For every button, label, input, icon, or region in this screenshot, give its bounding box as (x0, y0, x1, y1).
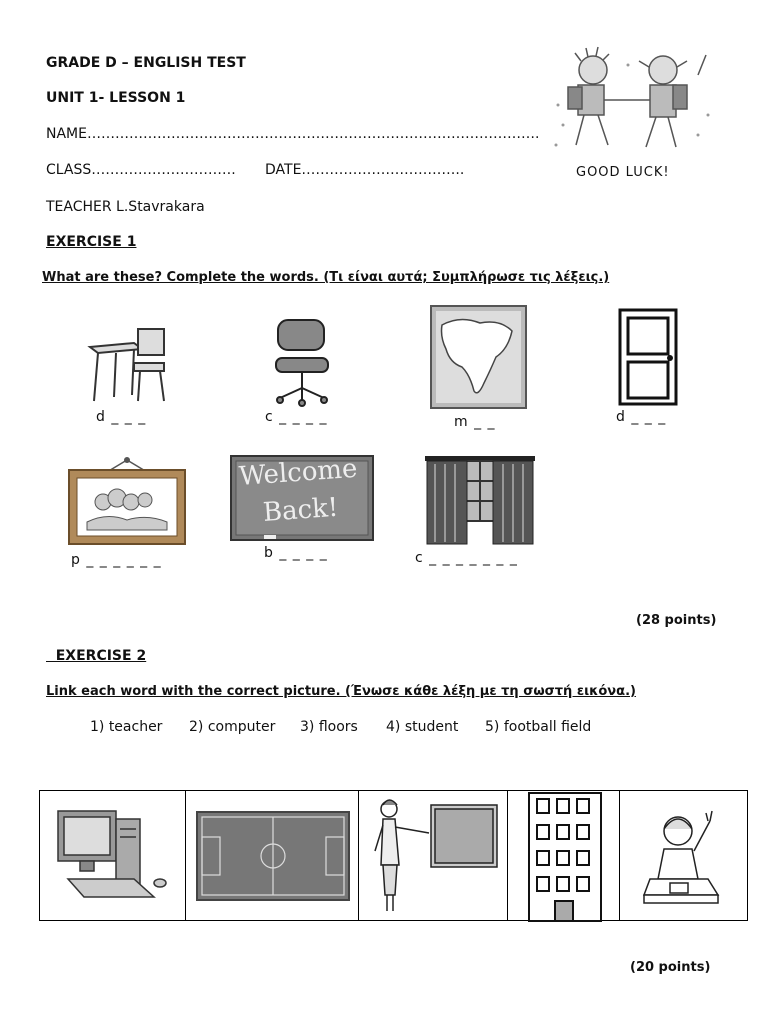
test-title: GRADE D – ENGLISH TEST (46, 55, 246, 71)
word-student[interactable]: 4) student (386, 719, 459, 735)
board-text-welcome: Welcome (238, 453, 359, 492)
teacher-name: TEACHER L.Stavrakara (46, 199, 205, 215)
map-icon (430, 305, 527, 409)
picture-cell-teacher[interactable] (358, 790, 508, 921)
curtains-word-blank[interactable]: c _ _ _ _ _ _ _ (415, 550, 518, 566)
exercise-1-instruction: What are these? Complete the words. (Τι είναι αυτά; Συμπλήρωσε τις λέξεις.) (42, 270, 610, 285)
computer-icon (54, 807, 174, 907)
board-word-blank[interactable]: b _ _ _ _ (264, 545, 328, 561)
picture-word-blank[interactable]: p _ _ _ _ _ _ (71, 552, 162, 568)
class-field-label: CLASS…………………………. (46, 162, 236, 178)
word-football-field[interactable]: 5) football field (485, 719, 592, 735)
exercise-2-points: (20 points) (630, 960, 711, 975)
kids-walking-icon (548, 45, 718, 160)
desk-word-blank[interactable]: d _ _ _ (96, 409, 147, 425)
exercise-1-heading: EXERCISE 1 (46, 234, 137, 250)
name-field-label: NAME……………………………………………………………………………………. (46, 126, 540, 142)
building-icon (527, 791, 603, 922)
desk-icon (88, 325, 168, 405)
exercise-2-heading: EXERCISE 2 (46, 648, 147, 664)
date-field-label: DATE…………………………….. (265, 162, 465, 178)
unit-lesson: UNIT 1- LESSON 1 (46, 90, 186, 106)
student-icon (644, 805, 728, 909)
exercise-2-instruction: Link each word with the correct picture. (Ένωσε κάθε λέξη με τη σωστή εικόνα.) (46, 684, 636, 699)
word-floors[interactable]: 3) floors (300, 719, 358, 735)
word-computer[interactable]: 2) computer (189, 719, 276, 735)
football-field-icon (196, 811, 350, 901)
word-teacher[interactable]: 1) teacher (90, 719, 163, 735)
door-icon (618, 308, 678, 406)
curtains-icon (425, 456, 535, 546)
picture-cell-football-field[interactable] (185, 790, 359, 921)
board-text-back: Back! (262, 492, 340, 528)
picture-cell-computer[interactable] (39, 790, 186, 921)
teacher-icon (369, 795, 501, 917)
map-word-blank[interactable]: m _ _ (454, 414, 496, 430)
picture-cell-student[interactable] (619, 790, 748, 921)
door-word-blank[interactable]: d _ _ _ (616, 409, 667, 425)
chair-icon (272, 318, 332, 406)
picture-cell-building[interactable] (507, 790, 620, 921)
good-luck-text: GOOD LUCK! (576, 165, 670, 180)
chair-word-blank[interactable]: c _ _ _ _ (265, 409, 328, 425)
picture-icon (67, 456, 187, 546)
exercise-1-points: (28 points) (636, 613, 717, 628)
